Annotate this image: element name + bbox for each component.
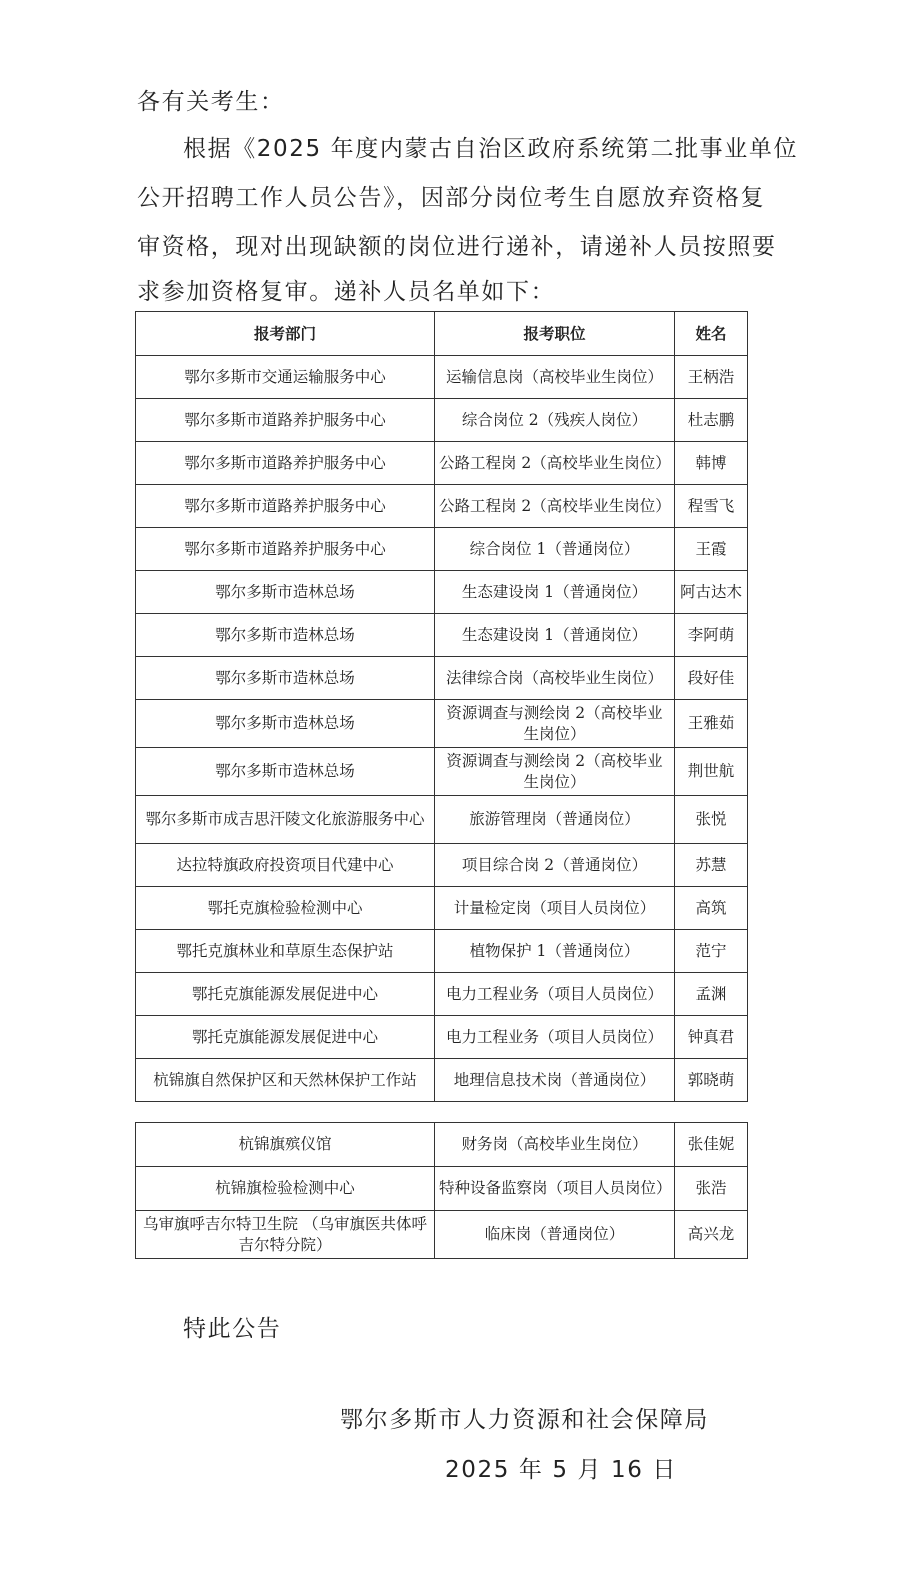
- name-cell: 程雪飞: [675, 485, 748, 528]
- name-cell: 阿古达木: [675, 571, 748, 614]
- department-cell: 鄂托克旗检验检测中心: [136, 887, 435, 930]
- name-cell: 王柄浩: [675, 356, 748, 399]
- position-cell: 综合岗位 2（残疾人岗位）: [435, 399, 675, 442]
- table-row: [136, 700, 748, 748]
- table-row: [136, 748, 748, 796]
- table-row: [136, 614, 748, 657]
- department-cell: 鄂托克旗能源发展促进中心: [136, 1016, 435, 1059]
- name-cell: 段好佳: [675, 657, 748, 700]
- table-row: [136, 485, 748, 528]
- position-cell: 综合岗位 1（普通岗位）: [435, 528, 675, 571]
- name-cell: 范宁: [675, 930, 748, 973]
- body-line-2: 公开招聘工作人员公告》，因部分岗位考生自愿放弃资格复: [137, 185, 766, 211]
- department-cell: 鄂尔多斯市成吉思汗陵文化旅游服务中心: [136, 796, 435, 844]
- department-cell: 达拉特旗政府投资项目代建中心: [136, 844, 435, 887]
- position-cell: 资源调查与测绘岗 2（高校毕业生岗位）: [435, 748, 675, 796]
- name-cell: 李阿萌: [675, 614, 748, 657]
- position-cell: 临床岗（普通岗位）: [435, 1211, 675, 1259]
- position-cell: 地理信息技术岗（普通岗位）: [435, 1059, 675, 1102]
- table-row: [136, 657, 748, 700]
- department-cell: 杭锦旗检验检测中心: [136, 1167, 435, 1211]
- table-row: [136, 887, 748, 930]
- position-cell: 植物保护 1（普通岗位）: [435, 930, 675, 973]
- table-row: [136, 1123, 748, 1167]
- candidate-table-body: [136, 356, 748, 1102]
- greeting: 各有关考生：: [137, 89, 285, 115]
- department-cell: 鄂尔多斯市造林总场: [136, 748, 435, 796]
- body-line-4: 求参加资格复审。递补人员名单如下：: [137, 279, 556, 305]
- position-cell: 电力工程业务（项目人员岗位）: [435, 973, 675, 1016]
- name-cell: 高兴龙: [675, 1211, 748, 1259]
- table-row: [136, 528, 748, 571]
- table-row: [136, 844, 748, 887]
- table-header-row: [136, 312, 748, 356]
- name-cell: 荆世航: [675, 748, 748, 796]
- position-cell: 财务岗（高校毕业生岗位）: [435, 1123, 675, 1167]
- name-cell: 高筑: [675, 887, 748, 930]
- name-cell: 王雅茹: [675, 700, 748, 748]
- body-line-1: 根据《2025 年度内蒙古自治区政府系统第二批事业单位: [183, 136, 799, 162]
- position-cell: 资源调查与测绘岗 2（高校毕业生岗位）: [435, 700, 675, 748]
- position-cell: 公路工程岗 2（高校毕业生岗位）: [435, 442, 675, 485]
- name-cell: 张悦: [675, 796, 748, 844]
- name-cell: 韩博: [675, 442, 748, 485]
- department-cell: 鄂尔多斯市道路养护服务中心: [136, 528, 435, 571]
- name-cell: 杜志鹏: [675, 399, 748, 442]
- department-cell: 鄂尔多斯市道路养护服务中心: [136, 399, 435, 442]
- table-row: [136, 1211, 748, 1259]
- department-cell: 鄂尔多斯市道路养护服务中心: [136, 442, 435, 485]
- department-cell: 杭锦旗自然保护区和天然林保护工作站: [136, 1059, 435, 1102]
- body-line-3: 审资格，现对出现缺额的岗位进行递补，请递补人员按照要: [137, 234, 777, 260]
- department-cell: 鄂尔多斯市造林总场: [136, 571, 435, 614]
- table-row: [136, 973, 748, 1016]
- table-row: [136, 1167, 748, 1211]
- position-cell: 电力工程业务（项目人员岗位）: [435, 1016, 675, 1059]
- department-cell: 鄂尔多斯市造林总场: [136, 700, 435, 748]
- position-cell: 公路工程岗 2（高校毕业生岗位）: [435, 485, 675, 528]
- table-row: [136, 796, 748, 844]
- position-cell: 项目综合岗 2（普通岗位）: [435, 844, 675, 887]
- candidate-table-continued: [135, 1122, 748, 1259]
- candidate-table-continued-body: [136, 1123, 748, 1259]
- candidate-table: [135, 311, 748, 1102]
- header-position: 报考职位: [435, 312, 675, 356]
- name-cell: 张佳妮: [675, 1123, 748, 1167]
- position-cell: 计量检定岗（项目人员岗位）: [435, 887, 675, 930]
- name-cell: 张浩: [675, 1167, 748, 1211]
- name-cell: 苏慧: [675, 844, 748, 887]
- table-row: [136, 1059, 748, 1102]
- position-cell: 旅游管理岗（普通岗位）: [435, 796, 675, 844]
- table-row: [136, 1016, 748, 1059]
- name-cell: 王霞: [675, 528, 748, 571]
- table-row: [136, 571, 748, 614]
- signature-organization: 鄂尔多斯市人力资源和社会保障局: [340, 1407, 709, 1433]
- table-row: [136, 442, 748, 485]
- department-cell: 鄂托克旗能源发展促进中心: [136, 973, 435, 1016]
- department-cell: 鄂尔多斯市造林总场: [136, 657, 435, 700]
- name-cell: 孟渊: [675, 973, 748, 1016]
- department-cell: 杭锦旗殡仪馆: [136, 1123, 435, 1167]
- signature-date: 2025 年 5 月 16 日: [445, 1457, 677, 1483]
- table-row: [136, 930, 748, 973]
- name-cell: 郭晓萌: [675, 1059, 748, 1102]
- header-name: 姓名: [675, 312, 748, 356]
- table-row: [136, 399, 748, 442]
- table-row: [136, 356, 748, 399]
- department-cell: 鄂托克旗林业和草原生态保护站: [136, 930, 435, 973]
- header-department: 报考部门: [136, 312, 435, 356]
- position-cell: 运输信息岗（高校毕业生岗位）: [435, 356, 675, 399]
- name-cell: 钟真君: [675, 1016, 748, 1059]
- position-cell: 特种设备监察岗（项目人员岗位）: [435, 1167, 675, 1211]
- position-cell: 生态建设岗 1（普通岗位）: [435, 614, 675, 657]
- closing-notice: 特此公告: [183, 1316, 282, 1342]
- position-cell: 生态建设岗 1（普通岗位）: [435, 571, 675, 614]
- department-cell: 鄂尔多斯市交通运输服务中心: [136, 356, 435, 399]
- position-cell: 法律综合岗（高校毕业生岗位）: [435, 657, 675, 700]
- department-cell: 乌审旗呼吉尔特卫生院 （乌审旗医共体呼吉尔特分院）: [136, 1211, 435, 1259]
- department-cell: 鄂尔多斯市造林总场: [136, 614, 435, 657]
- department-cell: 鄂尔多斯市道路养护服务中心: [136, 485, 435, 528]
